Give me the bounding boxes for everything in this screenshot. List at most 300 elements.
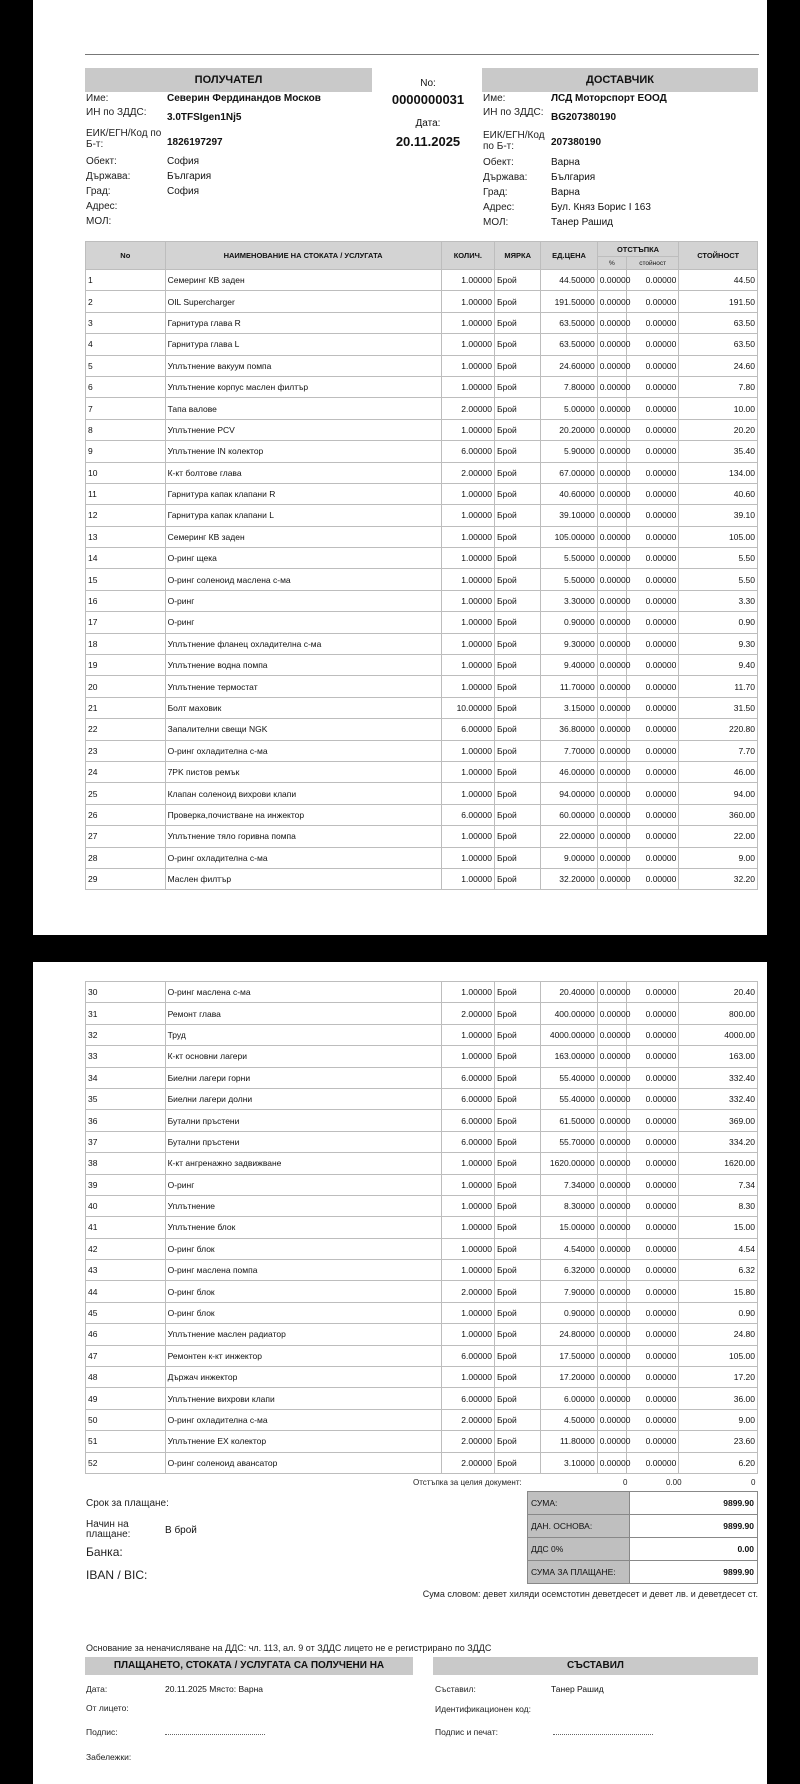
received-date-place: 20.11.2025 Място: Варна xyxy=(165,1684,263,1694)
row-unit: Брой xyxy=(495,982,541,1003)
row-qty: 1.00000 xyxy=(441,1024,494,1045)
row-unit: Брой xyxy=(495,1195,541,1216)
row-no: 16 xyxy=(86,590,166,611)
row-discount-value: 0.00000 xyxy=(626,441,678,462)
row-unit: Брой xyxy=(495,676,541,697)
recipient-vat-label: ИН по ЗДДС: xyxy=(86,107,147,118)
row-discount-pct: 0.00000 xyxy=(597,655,626,676)
row-unit: Брой xyxy=(495,783,541,804)
row-name: К-кт болтове глава xyxy=(165,462,441,483)
row-discount-value: 0.00000 xyxy=(626,1024,678,1045)
row-qty: 1.00000 xyxy=(441,676,494,697)
row-price: 20.20000 xyxy=(541,419,597,440)
row-name: Ремонтен к-кт инжектор xyxy=(165,1345,441,1366)
row-name: Уплътнение IN колектор xyxy=(165,441,441,462)
table-row xyxy=(86,1388,758,1409)
tax-base-value: 9899.90 xyxy=(630,1515,758,1538)
row-total: 8.30 xyxy=(679,1195,758,1216)
supplier-mol: Танер Рашид xyxy=(551,217,613,228)
row-qty: 1.00000 xyxy=(441,1217,494,1238)
table-row xyxy=(86,270,758,291)
table-row xyxy=(86,441,758,462)
items-table-page-1 xyxy=(85,241,758,890)
row-name: О-ринг охладителна с-ма xyxy=(165,740,441,761)
sign-stamp-line xyxy=(553,1734,653,1735)
row-discount-pct: 0.00000 xyxy=(597,612,626,633)
row-no: 2 xyxy=(86,291,166,312)
table-row xyxy=(86,1067,758,1088)
row-discount-value: 0.00000 xyxy=(626,1260,678,1281)
supplier-address-label: Адрес: xyxy=(483,202,515,213)
row-discount-pct: 0.00000 xyxy=(597,676,626,697)
row-unit: Брой xyxy=(495,355,541,376)
row-discount-value: 0.00000 xyxy=(626,1388,678,1409)
vat-value: 0.00 xyxy=(630,1538,758,1561)
row-price: 163.00000 xyxy=(541,1046,597,1067)
table-row xyxy=(86,655,758,676)
row-qty: 1.00000 xyxy=(441,270,494,291)
row-total: 9.40 xyxy=(679,655,758,676)
row-qty: 2.00000 xyxy=(441,1003,494,1024)
table-row xyxy=(86,761,758,782)
col-header-unit: МЯРКА xyxy=(495,242,541,270)
row-discount-pct: 0.00000 xyxy=(597,1067,626,1088)
table-row xyxy=(86,505,758,526)
row-price: 3.30000 xyxy=(541,590,597,611)
row-unit: Брой xyxy=(495,1452,541,1473)
row-discount-pct: 0.00000 xyxy=(597,1003,626,1024)
invoice-page-1 xyxy=(33,0,767,935)
row-discount-pct: 0.00000 xyxy=(597,355,626,376)
row-no: 19 xyxy=(86,655,166,676)
row-discount-value: 0.00000 xyxy=(626,633,678,654)
col-header-price: ЕД.ЦЕНА xyxy=(541,242,597,270)
col-header-name: НАИМЕНОВАНИЕ НА СТОКАТА / УСЛУГАТА xyxy=(165,242,441,270)
row-discount-value: 0.00000 xyxy=(626,1345,678,1366)
row-name: Проверка,почистване на инжектор xyxy=(165,804,441,825)
row-unit: Брой xyxy=(495,1024,541,1045)
row-unit: Брой xyxy=(495,719,541,740)
recipient-vat: 3.0TFSIgen1Nj5 xyxy=(167,112,242,123)
row-no: 45 xyxy=(86,1302,166,1323)
row-no: 46 xyxy=(86,1324,166,1345)
supplier-name-label: Име: xyxy=(483,93,506,104)
row-no: 3 xyxy=(86,312,166,333)
row-discount-pct: 0.00000 xyxy=(597,441,626,462)
table-row xyxy=(86,312,758,333)
row-total: 7.80 xyxy=(679,376,758,397)
row-unit: Брой xyxy=(495,633,541,654)
row-discount-pct: 0.00000 xyxy=(597,826,626,847)
row-unit: Брой xyxy=(495,1281,541,1302)
table-row xyxy=(86,1324,758,1345)
row-no: 8 xyxy=(86,419,166,440)
row-discount-value: 0.00000 xyxy=(626,355,678,376)
row-qty: 1.00000 xyxy=(441,291,494,312)
row-unit: Брой xyxy=(495,1217,541,1238)
row-name: Ремонт глава xyxy=(165,1003,441,1024)
row-name: OIL Supercharger xyxy=(165,291,441,312)
row-name: Бутални пръстени xyxy=(165,1110,441,1131)
row-discount-pct: 0.00000 xyxy=(597,376,626,397)
row-total: 36.00 xyxy=(679,1388,758,1409)
amount-due-value: 9899.90 xyxy=(630,1561,758,1584)
sum-label: СУМА: xyxy=(528,1492,630,1515)
row-total: 3.30 xyxy=(679,590,758,611)
supplier-city: Варна xyxy=(551,187,580,198)
row-discount-pct: 0.00000 xyxy=(597,761,626,782)
row-qty: 1.00000 xyxy=(441,505,494,526)
row-price: 0.90000 xyxy=(541,1302,597,1323)
row-discount-value: 0.00000 xyxy=(626,1046,678,1067)
row-name: Уплътнение PCV xyxy=(165,419,441,440)
row-discount-value: 0.00000 xyxy=(626,740,678,761)
row-name: О-ринг xyxy=(165,612,441,633)
row-discount-value: 0.00000 xyxy=(626,1174,678,1195)
row-discount-value: 0.00000 xyxy=(626,1195,678,1216)
row-discount-pct: 0.00000 xyxy=(597,1324,626,1345)
row-name: О-ринг маслена помпа xyxy=(165,1260,441,1281)
row-name: Запалителни свещи NGK xyxy=(165,719,441,740)
row-name: Държач инжектор xyxy=(165,1367,441,1388)
row-discount-value: 0.00000 xyxy=(626,1217,678,1238)
row-unit: Брой xyxy=(495,761,541,782)
vat-exemption-basis: Основание за неначисляване на ДДС: чл. 113, ал. 9 от ЗДДС лицето не е регистрирано по ЗДДС xyxy=(86,1643,492,1653)
row-price: 63.50000 xyxy=(541,312,597,333)
row-qty: 1.00000 xyxy=(441,761,494,782)
row-no: 35 xyxy=(86,1088,166,1109)
table-row xyxy=(86,334,758,355)
supplier-country-label: Държава: xyxy=(483,172,528,183)
row-no: 41 xyxy=(86,1217,166,1238)
row-total: 9.00 xyxy=(679,847,758,868)
row-price: 9.00000 xyxy=(541,847,597,868)
row-total: 15.80 xyxy=(679,1281,758,1302)
row-no: 18 xyxy=(86,633,166,654)
row-no: 11 xyxy=(86,483,166,504)
row-total: 63.50 xyxy=(679,334,758,355)
row-total: 332.40 xyxy=(679,1067,758,1088)
row-discount-value: 0.00000 xyxy=(626,526,678,547)
row-unit: Брой xyxy=(495,376,541,397)
row-total: 105.00 xyxy=(679,526,758,547)
row-discount-pct: 0.00000 xyxy=(597,1110,626,1131)
row-no: 20 xyxy=(86,676,166,697)
row-discount-pct: 0.00000 xyxy=(597,1046,626,1067)
supplier-object: Варна xyxy=(551,157,580,168)
table-row xyxy=(86,1367,758,1388)
row-total: 220.80 xyxy=(679,719,758,740)
row-price: 7.34000 xyxy=(541,1174,597,1195)
row-qty: 1.00000 xyxy=(441,312,494,333)
row-unit: Брой xyxy=(495,1238,541,1259)
payment-method-label-2: плащане: xyxy=(86,1529,131,1540)
row-total: 332.40 xyxy=(679,1088,758,1109)
row-qty: 1.00000 xyxy=(441,334,494,355)
row-discount-value: 0.00000 xyxy=(626,1431,678,1452)
row-unit: Брой xyxy=(495,1153,541,1174)
table-row xyxy=(86,1281,758,1302)
row-discount-value: 0.00000 xyxy=(626,1131,678,1152)
row-no: 7 xyxy=(86,398,166,419)
row-total: 23.60 xyxy=(679,1431,758,1452)
row-qty: 1.00000 xyxy=(441,526,494,547)
row-no: 38 xyxy=(86,1153,166,1174)
row-total: 35.40 xyxy=(679,441,758,462)
recipient-mol-label: МОЛ: xyxy=(86,216,112,227)
row-discount-value: 0.00000 xyxy=(626,1153,678,1174)
sign-stamp-label: Подпис и печат: xyxy=(435,1727,498,1737)
row-total: 105.00 xyxy=(679,1345,758,1366)
supplier-name: ЛСД Моторспорт ЕООД xyxy=(551,93,667,104)
row-unit: Брой xyxy=(495,419,541,440)
row-discount-value: 0.00000 xyxy=(626,1003,678,1024)
row-discount-pct: 0.00000 xyxy=(597,1174,626,1195)
received-date-label: Дата: xyxy=(86,1684,108,1694)
row-discount-pct: 0.00000 xyxy=(597,1367,626,1388)
row-discount-value: 0.00000 xyxy=(626,548,678,569)
row-name: О-ринг блок xyxy=(165,1302,441,1323)
row-unit: Брой xyxy=(495,291,541,312)
recipient-object-label: Обект: xyxy=(86,156,117,167)
row-name: Гарнитура глава R xyxy=(165,312,441,333)
row-qty: 2.00000 xyxy=(441,462,494,483)
row-price: 4000.00000 xyxy=(541,1024,597,1045)
row-unit: Брой xyxy=(495,462,541,483)
row-total: 6.32 xyxy=(679,1260,758,1281)
items-table-page-2 xyxy=(85,981,758,1474)
row-price: 11.80000 xyxy=(541,1431,597,1452)
row-discount-pct: 0.00000 xyxy=(597,1238,626,1259)
row-qty: 1.00000 xyxy=(441,847,494,868)
row-no: 50 xyxy=(86,1409,166,1430)
table-row xyxy=(86,376,758,397)
row-discount-pct: 0.00000 xyxy=(597,548,626,569)
supplier-city-label: Град: xyxy=(483,187,508,198)
invoice-page-2 xyxy=(33,962,767,1784)
row-no: 44 xyxy=(86,1281,166,1302)
table-row xyxy=(86,1217,758,1238)
row-discount-pct: 0.00000 xyxy=(597,868,626,889)
row-qty: 6.00000 xyxy=(441,1067,494,1088)
row-price: 5.00000 xyxy=(541,398,597,419)
row-total: 5.50 xyxy=(679,548,758,569)
table-row xyxy=(86,548,758,569)
row-unit: Брой xyxy=(495,270,541,291)
row-no: 10 xyxy=(86,462,166,483)
row-qty: 1.00000 xyxy=(441,1195,494,1216)
payment-method: В брой xyxy=(165,1525,197,1536)
table-row xyxy=(86,982,758,1003)
row-total: 9.00 xyxy=(679,1409,758,1430)
recipient-eik-label: ЕИК/ЕГН/Код по xyxy=(86,128,162,139)
row-no: 25 xyxy=(86,783,166,804)
row-name: Семеринг КВ заден xyxy=(165,270,441,291)
row-qty: 2.00000 xyxy=(441,1281,494,1302)
row-discount-value: 0.00000 xyxy=(626,676,678,697)
row-total: 22.00 xyxy=(679,826,758,847)
row-name: Уплътнение вакуум помпа xyxy=(165,355,441,376)
row-qty: 6.00000 xyxy=(441,804,494,825)
row-discount-value: 0.00000 xyxy=(626,783,678,804)
row-name: Уплътнение водна помпа xyxy=(165,655,441,676)
row-price: 7.90000 xyxy=(541,1281,597,1302)
table-row xyxy=(86,483,758,504)
row-qty: 1.00000 xyxy=(441,655,494,676)
row-discount-value: 0.00000 xyxy=(626,1324,678,1345)
row-no: 26 xyxy=(86,804,166,825)
row-discount-pct: 0.00000 xyxy=(597,719,626,740)
table-row xyxy=(86,398,758,419)
row-unit: Брой xyxy=(495,1367,541,1388)
row-total: 24.80 xyxy=(679,1324,758,1345)
row-no: 9 xyxy=(86,441,166,462)
row-price: 15.00000 xyxy=(541,1217,597,1238)
row-discount-pct: 0.00000 xyxy=(597,1195,626,1216)
row-price: 40.60000 xyxy=(541,483,597,504)
row-unit: Брой xyxy=(495,804,541,825)
row-discount-pct: 0.00000 xyxy=(597,462,626,483)
row-total: 11.70 xyxy=(679,676,758,697)
col-header-total: СТОЙНОСТ xyxy=(679,242,758,270)
discount-document-label: Отстъпка за целия документ: xyxy=(413,1478,522,1487)
row-discount-pct: 0.00000 xyxy=(597,569,626,590)
row-no: 47 xyxy=(86,1345,166,1366)
row-price: 63.50000 xyxy=(541,334,597,355)
recipient-city: София xyxy=(167,186,200,197)
received-header: ПЛАЩАНЕТО, СТОКАТА / УСЛУГАТА СА ПОЛУЧЕНИ НА xyxy=(85,1657,413,1675)
row-discount-pct: 0.00000 xyxy=(597,526,626,547)
row-discount-pct: 0.00000 xyxy=(597,590,626,611)
row-qty: 10.00000 xyxy=(441,697,494,718)
row-unit: Брой xyxy=(495,569,541,590)
row-qty: 1.00000 xyxy=(441,1046,494,1067)
payment-term-label: Срок за плащане: xyxy=(86,1498,169,1509)
row-discount-pct: 0.00000 xyxy=(597,419,626,440)
row-no: 27 xyxy=(86,826,166,847)
row-price: 5.50000 xyxy=(541,548,597,569)
row-price: 67.00000 xyxy=(541,462,597,483)
row-total: 4000.00 xyxy=(679,1024,758,1045)
row-discount-pct: 0.00000 xyxy=(597,483,626,504)
row-name: О-ринг охладителна с-ма xyxy=(165,847,441,868)
row-unit: Брой xyxy=(495,697,541,718)
row-unit: Брой xyxy=(495,483,541,504)
identification-code-label: Идентификационен код: xyxy=(435,1704,532,1714)
row-name: Уплътнение маслен радиатор xyxy=(165,1324,441,1345)
row-price: 6.32000 xyxy=(541,1260,597,1281)
date-label: Дата: xyxy=(415,118,441,129)
col-header-qty: КОЛИЧ. xyxy=(441,242,494,270)
row-unit: Брой xyxy=(495,1409,541,1430)
row-price: 3.15000 xyxy=(541,697,597,718)
row-no: 40 xyxy=(86,1195,166,1216)
row-discount-pct: 0.00000 xyxy=(597,1409,626,1430)
row-unit: Брой xyxy=(495,398,541,419)
row-total: 7.70 xyxy=(679,740,758,761)
table-row xyxy=(86,1003,758,1024)
row-name: О-ринг охладителна с-ма xyxy=(165,1409,441,1430)
discount-document-value: 0.00 xyxy=(666,1478,682,1487)
row-name: О-ринг блок xyxy=(165,1238,441,1259)
row-qty: 1.00000 xyxy=(441,355,494,376)
table-row xyxy=(86,1024,758,1045)
recipient-eik: 1826197297 xyxy=(167,137,223,148)
table-row xyxy=(86,1302,758,1323)
row-qty: 1.00000 xyxy=(441,1238,494,1259)
row-total: 1620.00 xyxy=(679,1153,758,1174)
row-price: 105.00000 xyxy=(541,526,597,547)
row-unit: Брой xyxy=(495,312,541,333)
row-total: 9.30 xyxy=(679,633,758,654)
row-discount-pct: 0.00000 xyxy=(597,270,626,291)
received-signature-line xyxy=(165,1734,265,1735)
row-no: 37 xyxy=(86,1131,166,1152)
table-row xyxy=(86,1174,758,1195)
row-discount-value: 0.00000 xyxy=(626,719,678,740)
row-price: 55.70000 xyxy=(541,1131,597,1152)
row-name: О-ринг маслена с-ма xyxy=(165,982,441,1003)
supplier-eik: 207380190 xyxy=(551,137,602,148)
row-discount-value: 0.00000 xyxy=(626,569,678,590)
row-qty: 6.00000 xyxy=(441,1110,494,1131)
recipient-name-label: Име: xyxy=(86,93,109,104)
row-qty: 1.00000 xyxy=(441,1302,494,1323)
table-row xyxy=(86,1431,758,1452)
row-qty: 1.00000 xyxy=(441,483,494,504)
row-discount-pct: 0.00000 xyxy=(597,783,626,804)
row-discount-pct: 0.00000 xyxy=(597,398,626,419)
row-name: Бутални пръстени xyxy=(165,1131,441,1152)
row-qty: 6.00000 xyxy=(441,1345,494,1366)
row-unit: Брой xyxy=(495,847,541,868)
row-price: 94.00000 xyxy=(541,783,597,804)
row-discount-value: 0.00000 xyxy=(626,1281,678,1302)
row-qty: 2.00000 xyxy=(441,1452,494,1473)
row-price: 7.70000 xyxy=(541,740,597,761)
row-price: 39.10000 xyxy=(541,505,597,526)
row-discount-value: 0.00000 xyxy=(626,376,678,397)
table-row xyxy=(86,291,758,312)
row-discount-pct: 0.00000 xyxy=(597,505,626,526)
table-row xyxy=(86,697,758,718)
amount-in-words: Сума словом: девет хиляди осемстотин деветдесет и девет лв. и деветдесет ст. xyxy=(422,1589,758,1599)
table-row xyxy=(86,419,758,440)
table-row xyxy=(86,569,758,590)
row-total: 46.00 xyxy=(679,761,758,782)
table-row xyxy=(86,1131,758,1152)
row-unit: Брой xyxy=(495,1302,541,1323)
row-discount-value: 0.00000 xyxy=(626,419,678,440)
row-discount-value: 0.00000 xyxy=(626,826,678,847)
row-price: 17.50000 xyxy=(541,1345,597,1366)
row-name: К-кт основни лагери xyxy=(165,1046,441,1067)
row-unit: Брой xyxy=(495,505,541,526)
row-total: 0.90 xyxy=(679,612,758,633)
row-total: 17.20 xyxy=(679,1367,758,1388)
row-discount-pct: 0.00000 xyxy=(597,1153,626,1174)
row-name: Уплътнение xyxy=(165,1195,441,1216)
amount-due-label: СУМА ЗА ПЛАЩАНЕ: xyxy=(528,1561,630,1584)
row-no: 13 xyxy=(86,526,166,547)
row-qty: 1.00000 xyxy=(441,1324,494,1345)
totals-table xyxy=(527,1491,758,1584)
table-row xyxy=(86,355,758,376)
recipient-header: ПОЛУЧАТЕЛ xyxy=(85,68,372,92)
row-total: 20.40 xyxy=(679,982,758,1003)
row-total: 44.50 xyxy=(679,270,758,291)
supplier-country: България xyxy=(551,172,596,183)
